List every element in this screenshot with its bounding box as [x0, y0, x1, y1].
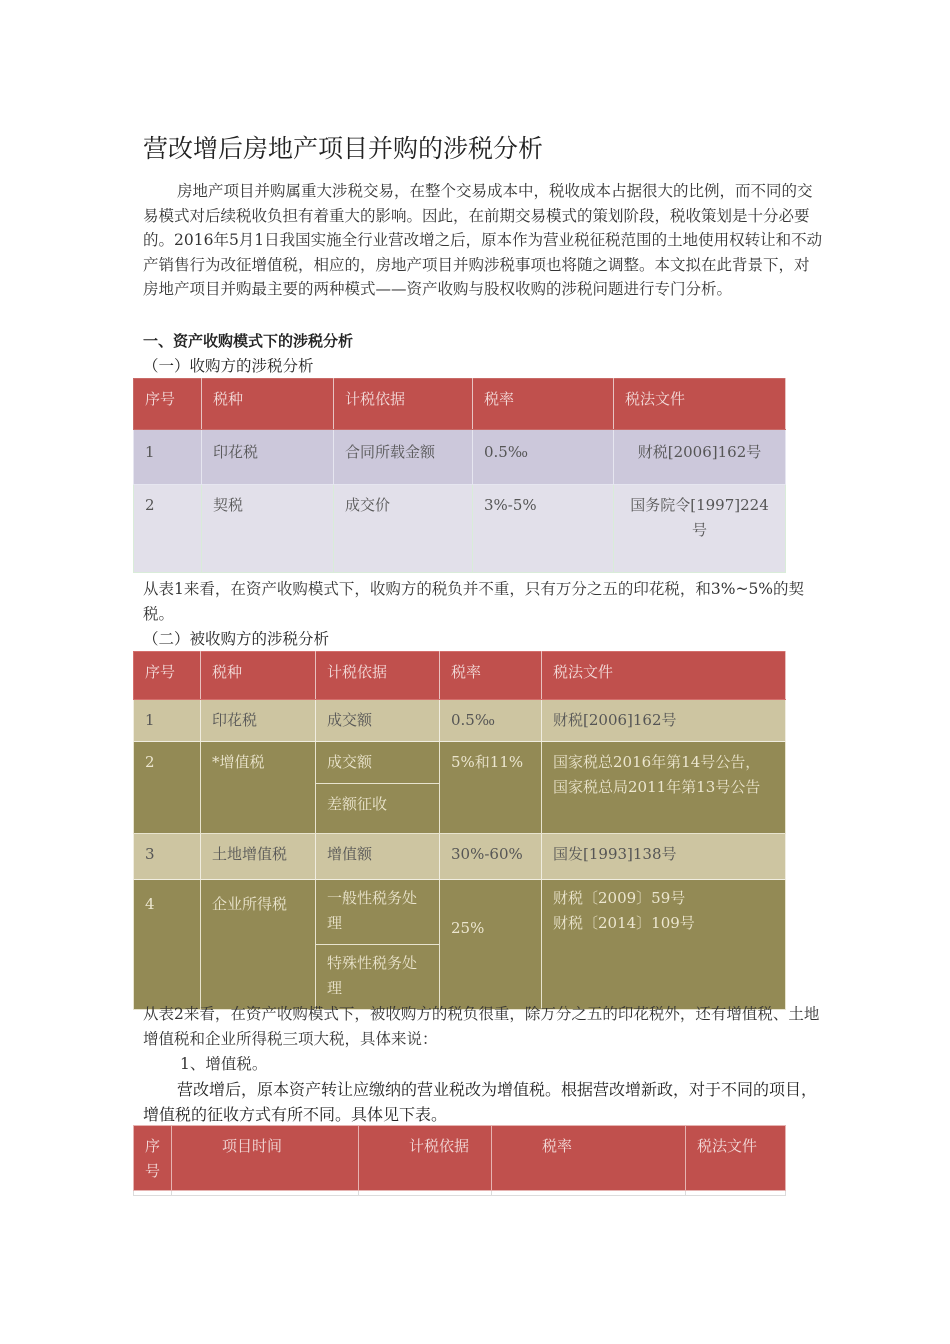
header-cell: 税率 — [492, 1126, 686, 1191]
header-cell: 计税依据 — [316, 652, 440, 700]
header-cell: 税种 — [202, 379, 334, 430]
subheading-target: （二）被收购方的涉税分析 — [143, 630, 330, 648]
table-cell — [359, 1191, 492, 1196]
header-cell: 序号 — [134, 652, 201, 700]
table-cell: 财税[2006]162号 — [542, 700, 786, 742]
header-cell: 税法文件 — [542, 652, 786, 700]
table-cell: 2 — [134, 742, 201, 834]
table-cell: 5%和11% — [440, 742, 542, 834]
table-cell — [686, 1191, 786, 1196]
vat-paragraph: 营改增后，原本资产转让应缴纳的营业税改为增值税。根据营改增新政，对于不同的项目，增值税的征收方式有所不同。具体见下表。 — [143, 1080, 818, 1124]
table-cell: 契税 — [202, 485, 334, 573]
table-row — [134, 700, 786, 742]
item-vat-heading: 1、增值税。 — [180, 1055, 268, 1073]
header-cell: 计税依据 — [359, 1126, 492, 1191]
header-cell: 计税依据 — [334, 379, 473, 430]
header-cell: 税法文件 — [686, 1126, 786, 1191]
target-tax-table — [133, 651, 786, 1010]
table-cell — [134, 1191, 172, 1196]
section-heading-asset-acquisition: 一、资产收购模式下的涉税分析 — [143, 332, 354, 350]
acquirer-tax-table — [133, 378, 786, 573]
table-cell: 合同所载金额 — [334, 430, 473, 485]
table-cell: 一般性税务处理 — [316, 880, 440, 945]
table-row — [134, 485, 786, 573]
header-cell: 税率 — [473, 379, 614, 430]
table-cell: 企业所得税 — [201, 880, 316, 1010]
table-cell: 国家税总2016年第14号公告，国家税总局2011年第13号公告 — [542, 742, 786, 834]
table-cell: 增值额 — [316, 834, 440, 880]
table-cell: 30%-60% — [440, 834, 542, 880]
header-cell: 项目时间 — [172, 1126, 359, 1191]
table-cell: 印花税 — [201, 700, 316, 742]
header-cell: 税法文件 — [614, 379, 786, 430]
table-row — [134, 1191, 786, 1196]
subheading-acquirer: （一）收购方的涉税分析 — [143, 357, 314, 375]
table-cell: 2 — [134, 485, 202, 573]
table1-note: 从表1来看，在资产收购模式下，收购方的税负并不重，只有万分之五的印花税，和3%~5%的契税。 — [143, 580, 805, 623]
tax-doc-line: 财税〔2009〕59号 — [553, 889, 686, 907]
table-cell: 特殊性税务处理 — [316, 945, 440, 1010]
table2-note: 从表2来看，在资产收购模式下，被收购方的税负很重，除万分之五的印花税外，还有增值税、土地增值税和企业所得税三项大税，具体来说： — [143, 1005, 820, 1048]
table-cell — [542, 880, 786, 1010]
table-cell — [492, 1191, 686, 1196]
header-cell: 序号 — [134, 379, 202, 430]
table-cell: 1 — [134, 700, 201, 742]
table-header-row — [134, 1126, 786, 1191]
table-cell: 财税[2006]162号 — [614, 430, 786, 485]
table-row — [134, 834, 786, 880]
table-row — [134, 742, 786, 784]
table-cell: 土地增值税 — [201, 834, 316, 880]
table-cell: 国务院令[1997]224号 — [614, 485, 786, 573]
table-cell: 3%-5% — [473, 485, 614, 573]
table-row — [134, 430, 786, 485]
header-cell: 税种 — [201, 652, 316, 700]
table-header-row — [134, 652, 786, 700]
document-title: 营改增后房地产项目并购的涉税分析 — [143, 134, 544, 163]
table-cell: 成交额 — [316, 742, 440, 784]
intro-paragraph: 房地产项目并购属重大涉税交易，在整个交易成本中，税收成本占据很大的比例，而不同的交易模式对后续税收负担有着重大的影响。因此，在前期交易模式的策划阶段，税收策划是十分必要的。2016年5月1日我国实施全行业营改增之后，原本作为营业税征税范围的土地使用权转让和不动产销售行为改征增值税，相应的，房地产项目并购涉税事项也将随之调整。本文拟在此背景下，对房地产项目并购最主要的两种模式——资产收购与股权收购的涉税问题进行专门分析。 — [143, 182, 823, 298]
table-cell — [172, 1191, 359, 1196]
table-cell: 成交价 — [334, 485, 473, 573]
table-cell: 3 — [134, 834, 201, 880]
table-cell: 4 — [134, 880, 201, 1010]
vat-method-table — [133, 1125, 786, 1196]
table-cell: 印花税 — [202, 430, 334, 485]
header-cell: 序号 — [134, 1126, 172, 1191]
table-row — [134, 880, 786, 945]
table-header-row — [134, 379, 786, 430]
table-cell: 差额征收 — [316, 784, 440, 834]
table-cell: 0.5‰ — [473, 430, 614, 485]
table-cell: 1 — [134, 430, 202, 485]
table-cell: *增值税 — [201, 742, 316, 834]
table-cell: 0.5‰ — [440, 700, 542, 742]
header-cell: 税率 — [440, 652, 542, 700]
tax-doc-line: 财税〔2014〕109号 — [553, 914, 695, 932]
table-cell: 国发[1993]138号 — [542, 834, 786, 880]
table-cell: 成交额 — [316, 700, 440, 742]
table-cell: 25% — [440, 880, 542, 1010]
